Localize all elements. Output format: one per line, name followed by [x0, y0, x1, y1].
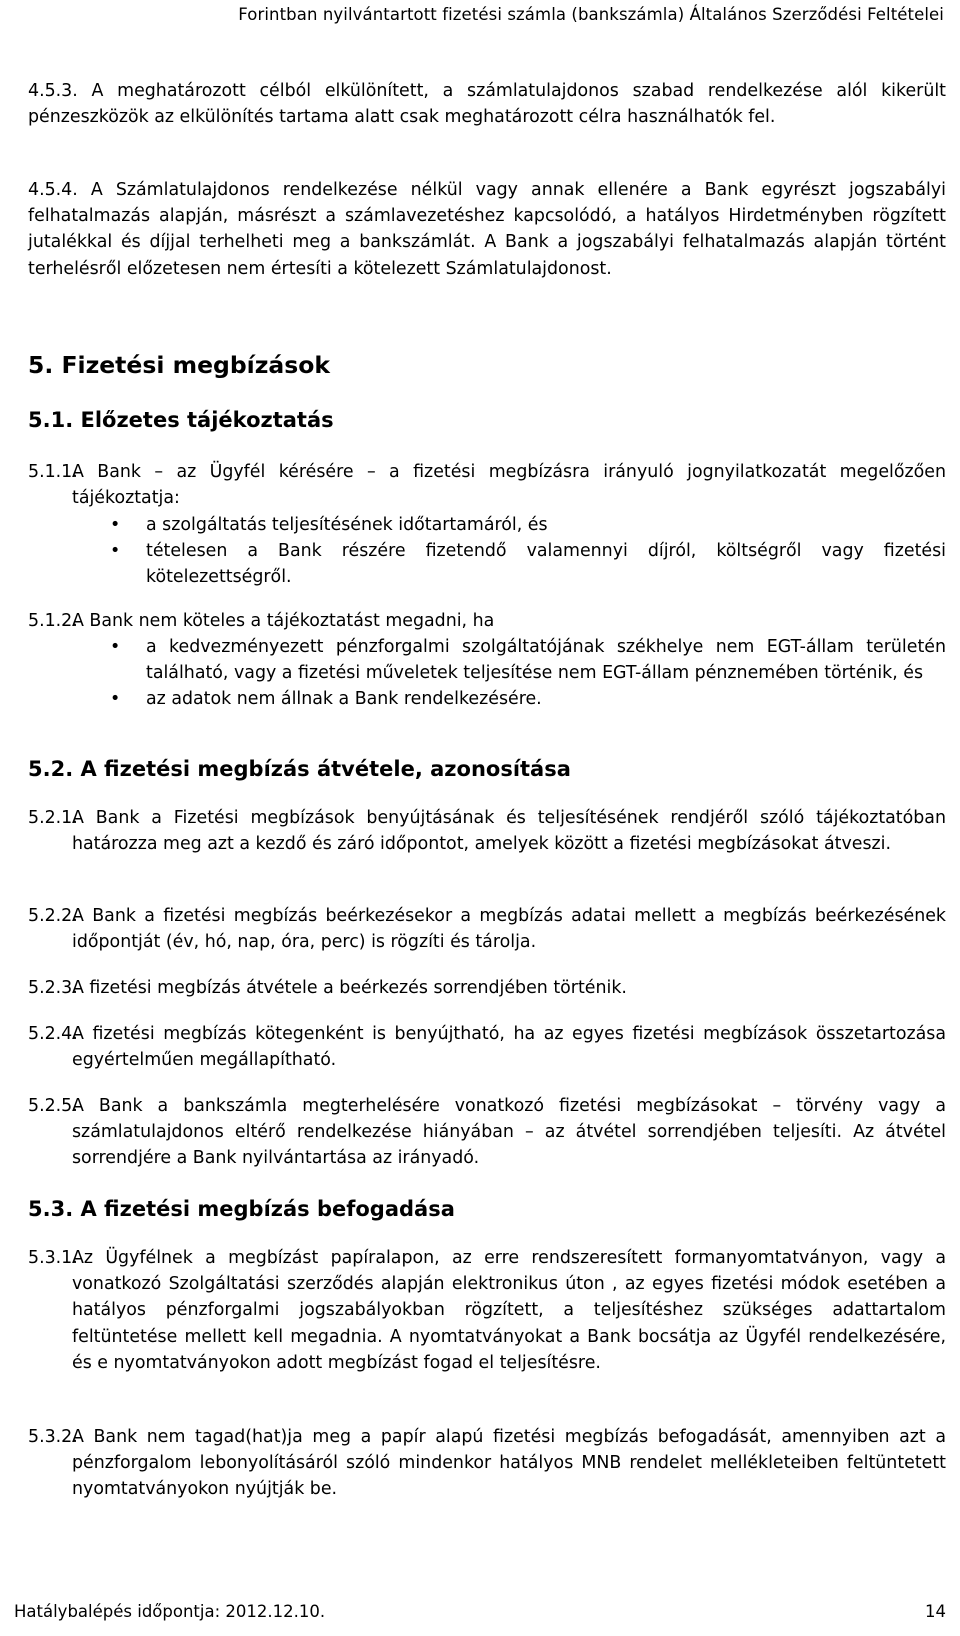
clause-5-1-1-list [72, 512, 946, 591]
clause-number: 5.3.2. [28, 1427, 78, 1447]
paragraph-4-5-3: 4.5.3. A meghatározott célból elkülönített, a számlatulajdonos szabad rendelkezése alól kikerült pénzeszközök az elkülönítés tartama alatt csak meghatározott célra használhatók fel. [28, 81, 946, 128]
clause-number: 5.1.1. [28, 462, 78, 482]
clause-5-3-2-text: A Bank nem tagad(hat)ja meg a papír alapú fizetési megbízás befogadását, amennyiben azt a pénzforgalom lebonyolításáról szóló mindenkor hatályos MNB rendelet mellékleteiben feltüntetett nyomtatványokon nyújtják be. [72, 1427, 946, 1500]
clause-number: 5.1.2. [28, 611, 78, 631]
bullet-icon: • [110, 541, 121, 562]
clause-5-3-1-text: Az Ügyfélnek a megbízást papíralapon, az erre rendszeresített formanyomtatványon, vagy a vonatkozó Szolgáltatási szerződés alapján elektronikus úton , az egyes fizetési módok esetében a hatályos pénzforgalmi jogszabályokban rögzített, a teljesítéshez szükséges adattartalom feltüntetése mellett kell megadnia. A nyomtatványokat a Bank bocsátja az Ügyfél rendelkezésére, és e nyomtatványokon adott megbízást fogad el teljesítésre. [72, 1248, 946, 1373]
section-heading-5-2: 5.2. A fizetési megbízás átvétele, azonosítása [28, 757, 571, 781]
clause-5-2-5-text: A Bank a bankszámla megterhelésére vonatkozó fizetési megbízásokat – törvény vagy a számlatulajdonos eltérő rendelkezése hiányában – az átvétel sorrendjében teljesíti. Az átvétel sorrendjére a Bank nyilvántartása az irányadó. [72, 1096, 946, 1169]
list-item: • a szolgáltatás teljesítésének időtartamáról, és [72, 512, 946, 538]
section-heading-5-3: 5.3. A fizetési megbízás befogadása [28, 1197, 455, 1221]
paragraph-4-5-4: 4.5.4. A Számlatulajdonos rendelkezése nélkül vagy annak ellenére a Bank egyrészt jogszabályi felhatalmazás alapján, másrészt a számlavezetéshez kapcsolódó, a hatályos Hirdetményben rögzített jutalékkal és díjjal terhelheti meg a bankszámlát. A Bank a jogszabályi felhatalmazás alapján történt terhelésről előzetesen nem értesíti a kötelezett Számlatulajdonost. [28, 180, 946, 279]
list-item: • tételesen a Bank részére fizetendő valamennyi díjról, költségről vagy fizetési kötelezettségről. [72, 538, 946, 590]
bullet-icon: • [110, 689, 121, 710]
clause-number: 5.2.1. [28, 808, 78, 828]
clause-number: 5.2.2. [28, 906, 78, 926]
clause-number: 5.2.3. [28, 978, 78, 998]
list-item: • az adatok nem állnak a Bank rendelkezésére. [72, 686, 946, 712]
clause-5-2-4-text: A fizetési megbízás kötegenként is benyújtható, ha az egyes fizetési megbízások összetartozása egyértelműen megállapítható. [72, 1024, 946, 1071]
clause-5-1-2-text: A Bank nem köteles a tájékoztatást megadni, ha [72, 611, 495, 631]
clause-5-1-1-text: A Bank – az Ügyfél kérésére – a fizetési megbízásra irányuló jognyilatkozatát megelőzően tájékoztatja: [72, 462, 946, 509]
page-number: 14 [925, 1602, 946, 1621]
effective-date: Hatálybalépés időpontja: 2012.12.10. [14, 1602, 326, 1621]
clause-number: 5.3.1. [28, 1248, 78, 1268]
section-heading-5-1: 5.1. Előzetes tájékoztatás [28, 408, 334, 432]
clause-number: 5.2.4. [28, 1024, 78, 1044]
clause-5-2-1-text: A Bank a Fizetési megbízások benyújtásának és teljesítésének rendjéről szóló tájékoztatóban határozza meg azt a kezdő és záró időpontot, amelyek között a fizetési megbízásokat átveszi. [72, 808, 946, 855]
clause-5-2-3-text: A fizetési megbízás átvétele a beérkezés sorrendjében történik. [72, 978, 627, 998]
bullet-icon: • [110, 637, 121, 657]
page-header: Forintban nyilvántartott fizetési számla (bankszámla) Általános Szerződési Feltételei [238, 5, 944, 24]
clause-5-1-2-list [72, 634, 946, 713]
clause-5-2-2-text: A Bank a fizetési megbízás beérkezésekor a megbízás adatai mellett a megbízás beérkezésének időpontját (év, hó, nap, óra, perc) is rögzíti és tárolja. [72, 906, 946, 953]
section-heading-5: 5. Fizetési megbízások [28, 351, 331, 379]
list-item: • a kedvezményezett pénzforgalmi szolgáltatójának székhelye nem EGT-állam területén található, vagy a fizetési műveletek teljesítése nem EGT-állam pénznemében történik, és [72, 634, 946, 686]
clause-number: 5.2.5. [28, 1096, 78, 1116]
bullet-icon: • [110, 515, 121, 535]
